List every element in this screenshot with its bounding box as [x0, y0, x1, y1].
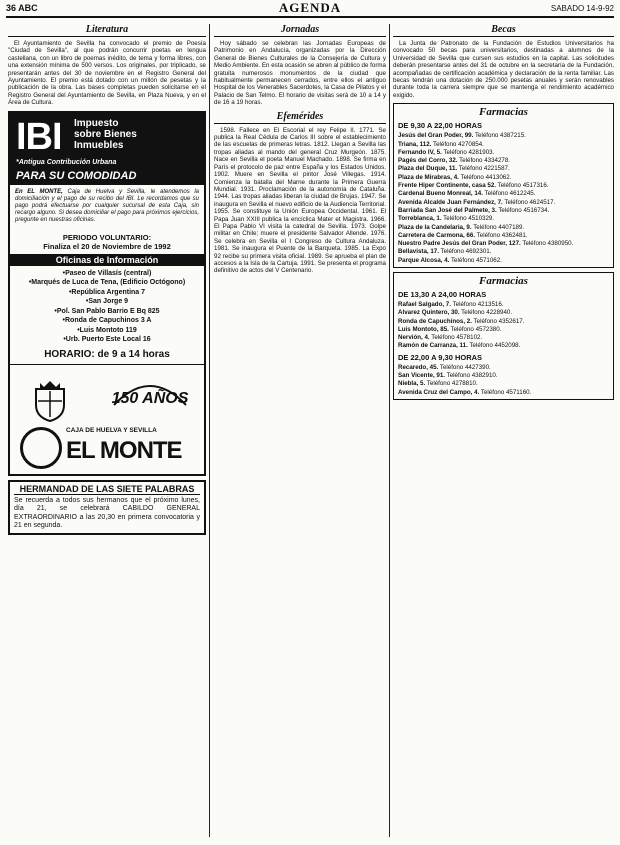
oficinas-title: Oficinas de Información [10, 254, 204, 266]
farmacia-item [398, 301, 609, 308]
farmacia-address: Avenida Alcalde Juan Fernández, 7. [398, 198, 503, 206]
farmacia-phone: Teléfono 4382910. [446, 372, 498, 380]
farmacia-address: Torreblanca, 1. [398, 215, 442, 223]
farmacia-item [398, 380, 609, 387]
ibi-advertisement [8, 111, 206, 476]
farmacia-item [398, 334, 609, 341]
farmacia-item [398, 182, 609, 189]
periodo-block [10, 233, 204, 251]
farmacia-address: Ronda de Capuchinos, 2. [398, 317, 472, 325]
farmacia-phone: Teléfono 4270854. [432, 140, 484, 148]
crest-icon [30, 379, 70, 423]
farmacia-item [398, 174, 609, 181]
farmacias-box-2 [393, 272, 614, 400]
farmacia-phone: Teléfono 4624517. [504, 198, 556, 206]
farmacia-item [398, 248, 609, 255]
farmacia-address: Alvarez Quintero, 30. [398, 309, 460, 317]
farmacia-address: Plaza de la Candelaria, 9. [398, 223, 472, 231]
ibi-subtitle: *Antigua Contribución Urbana [16, 158, 117, 166]
farmacia-phone: Teléfono 4362481. [476, 231, 528, 239]
farmacia-item [398, 326, 609, 333]
farmacia-address: Plaza de Mirabras, 4. [398, 173, 459, 181]
farmacia-item [398, 207, 609, 214]
farmacia-address: Ramón de Carranza, 11. [398, 342, 468, 350]
farmacia-phone: Teléfono 4578102. [431, 334, 483, 342]
logos-area [10, 364, 204, 474]
farmacia-address: Recaredo, 45. [398, 363, 439, 371]
farmacias-list-3 [398, 364, 609, 396]
farmacia-address: Jesús del Gran Poder, 99. [398, 132, 474, 140]
farmacia-item [398, 309, 609, 316]
column-right [393, 24, 614, 400]
farmacia-phone: Teléfono 4517316. [497, 182, 549, 190]
farmacia-address: Parque Alcosa, 4. [398, 256, 450, 264]
farmacia-item [398, 157, 609, 164]
page-header [6, 0, 614, 18]
farmacia-phone: Teléfono 4516734. [498, 206, 550, 214]
column-middle [214, 24, 386, 279]
ibi-line3: Inmuebles [74, 139, 124, 151]
farmacia-address: Cardenal Bueno Monreal, 14. [398, 190, 483, 198]
farmacia-phone: Teléfono 4427390. [439, 363, 491, 371]
ibi-body [10, 185, 204, 229]
oficina-item: •Paseo de Villasís (central) [62, 269, 152, 277]
farmacia-item [398, 199, 609, 206]
farmacia-item [398, 372, 609, 379]
periodo-title: PERIODO VOLUNTARIO: [62, 232, 152, 242]
farmacia-item [398, 342, 609, 349]
farmacia-item [398, 389, 609, 396]
oficina-item: •Ronda de Capuchinos 3 A [62, 317, 152, 325]
farmacias-list [398, 132, 609, 264]
farmacia-phone: Teléfono 4571062. [450, 256, 502, 264]
ibi-line2: sobre Bienes [74, 128, 137, 140]
farmacias-band-3: DE 22,00 A 9,30 HORAS [398, 352, 483, 362]
farmacia-address: Pagés del Corro, 32. [398, 157, 458, 165]
farmacia-item [398, 232, 609, 239]
hermandad-body: Se recuerda a todos sus hermanos que el próximo lunes, día 21, se celebrará CABILDO GENERAL EXTRAORDINARIO a las 20,30 en primera convocatoria y 21 en segunda. [14, 496, 200, 530]
farmacia-phone: Teléfono 4334278. [459, 157, 511, 165]
farmacias-list-2 [398, 301, 609, 350]
farmacia-phone: Teléfono 4571160. [480, 388, 532, 396]
farmacia-phone: Teléfono 4387215. [474, 132, 526, 140]
farmacias-title-2: Farmacias [479, 275, 528, 287]
farmacia-item [398, 165, 609, 172]
ibi-heading [74, 118, 204, 151]
farmacia-phone: Teléfono 4510329. [443, 215, 495, 223]
farmacia-phone: Teléfono 4213516. [452, 301, 504, 308]
farmacia-item [398, 364, 609, 371]
ibi-logo: IBI [16, 115, 62, 158]
efemerides-title: Efemérides [214, 111, 386, 124]
farmacia-phone: Teléfono 4221587. [458, 165, 510, 173]
farmacia-phone: Teléfono 4228940. [461, 309, 513, 317]
farmacia-item [398, 149, 609, 156]
farmacia-address: Carretera de Carmona, 66. [398, 231, 476, 239]
column-divider [209, 24, 210, 837]
farmacia-phone: Teléfono 4413062. [460, 173, 512, 181]
farmacias-band: DE 9,30 A 22,00 HORAS [398, 121, 483, 131]
farmacia-item [398, 257, 609, 264]
farmacia-phone: Teléfono 4281903. [443, 148, 495, 156]
farmacia-item [398, 141, 609, 148]
column-left [8, 24, 206, 535]
farmacia-address: San Vicente, 91. [398, 372, 446, 380]
farmacia-phone: Teléfono 4352617. [473, 317, 525, 325]
jornadas-text: Hoy sábado se celebran las Jornadas Europeas de Patrimonio en Andalucía, organizadas por la Dirección General de Bienes Culturales de la Consejería de Cultura y Medio Ambiente. En esta ocasión se abren al público de forma gratuita numerosos monumentos de la ciudad que habitualmente permanecen cerrados, entre ellos el antiguo Hospital de los Venerables Sacerdotes, la Casa de Pilatos y el Palacio de San Telmo. El horario de visitas será de 10 a 14 y de 16 a 19 horas. [214, 40, 386, 107]
farmacia-address: Bellavista, 17. [398, 248, 439, 256]
efemerides-text: 1598. Fallece en El Escorial el rey Felipe II. 1771. Se publica la Real Cédula de Carlos III sobre el establecimiento de las escuelas de primeras letras. 1812. Llegan a Sevilla las tropas aliadas al mando del general Cruz Murgeón. 1875. Nace en Sevilla el poeta Manuel Machado. 1898. Se firma en París el protocolo de paz entre España y los Estados Unidos. 1902. Muere en Sevilla el pintor José Villegas. 1914. Comienza la batalla del Marne durante la Primera Guerra Mundial. 1931. Proclamación de la autonomía de Cataluña. 1944. Las tropas aliadas liberan la ciudad de Brujas. 1947. Se inaugura en Sevilla el nuevo edificio de la Audiencia Territorial. 1955. Se constituye la Unión Europea Occidental. 1961. El Papa Juan XXIII publica la encíclica Mater et Magistra. 1966. El Papa Pablo VI visita la catedral de Sevilla. 1973. Golpe militar en Chile; muere el presidente Salvador Allende. 1976. Se celebra en Sevilla el I Congreso de Cultura Andaluza. 1981. Se inaugura el Puente de la Barqueta. 1985. La Expo 92 recibe su primera visita oficial. 1989. Se aprueba el plan de accesos a la Isla de la Cartuja. 1991. Se presenta el programa definitivo de actos del V Centenario. [214, 126, 386, 275]
farmacia-address: Nervión, 4. [398, 334, 430, 342]
oficina-item: •Luis Montoto 119 [77, 326, 137, 334]
farmacia-item [398, 132, 609, 139]
section-title: AGENDA [278, 0, 342, 15]
monte-logo-icon [20, 427, 62, 469]
farmacia-address: Plaza del Duque, 11. [398, 165, 458, 173]
jornadas-title: Jornadas [214, 24, 386, 37]
farmacia-phone: Teléfono 4452098. [469, 342, 521, 350]
farmacia-address: Frente Hiper Continente, casa 52. [398, 182, 496, 190]
ibi-body-text: Caja de Huelva y Sevilla, le atendemos la domiciliación y el pago de su recibo del IBI. Le recordamos que su pago podrá efectuarse por cualquier sucursal de esta Caja, sin recargo alguno. Si desea domiciliar el pago para próximos ejercicios, pregunte en nuestras oficinas. [15, 188, 199, 224]
farmacias-title: Farmacias [479, 106, 528, 119]
farmacia-address: Avenida Cruz del Campo, 4. [398, 388, 480, 396]
ibi-body-lead: En EL MONTE, [15, 188, 63, 195]
becas-title: Becas [393, 24, 614, 37]
oficina-item: •República Argentina 7 [68, 288, 146, 296]
elmonte-logo: EL MONTE [66, 436, 182, 464]
farmacia-item [398, 224, 609, 231]
horario: HORARIO: de 9 a 14 horas [44, 348, 170, 360]
farmacias-band-2: DE 13,30 A 24,00 HORAS [398, 290, 487, 299]
farmacia-phone: Teléfono 4407189. [473, 223, 525, 231]
farmacia-phone: Teléfono 4278810. [426, 380, 478, 388]
literatura-title: Literatura [8, 24, 206, 37]
farmacia-item [398, 215, 609, 222]
farmacia-phone: Teléfono 4380950. [522, 240, 574, 248]
hermandad-title: HERMANDAD DE LAS SIETE PALABRAS [14, 484, 200, 495]
oficina-item: •Urb. Puerto Este Local 16 [63, 336, 151, 344]
column-divider [389, 24, 390, 837]
caja-label: CAJA DE HUELVA Y SEVILLA [66, 426, 157, 434]
farmacia-address: Fernando IV, 5. [398, 148, 442, 156]
oficinas-list [10, 269, 204, 345]
hermandad-notice [8, 480, 206, 535]
emblem-text: 150 AÑOS [111, 389, 189, 407]
farmacia-item [398, 318, 609, 325]
page-date: SABADO 14-9-92 [550, 4, 614, 13]
farmacia-phone: Teléfono 4572380. [450, 325, 502, 333]
oficina-item: •Pol. San Pablo Barrio E Bq 825 [54, 307, 160, 315]
oficina-item: •San Jorge 9 [85, 298, 129, 306]
ibi-line1: Impuesto [74, 117, 119, 129]
page-number: 36 ABC [6, 3, 38, 13]
farmacia-address: Nuestro Padre Jesús del Gran Poder, 127. [398, 240, 521, 248]
farmacia-item [398, 190, 609, 197]
farmacia-phone: Teléfono 4612245. [484, 190, 536, 198]
literatura-text: El Ayuntamiento de Sevilla ha convocado el premio de Poesía "Ciudad de Sevilla", al que podrán concurrir poetas en lengua castellana, con un libro de poemas inédito, de tema y forma libres, con una extensión mínima de 500 versos. Los originales, por triplicado, se presentarán antes del 30 de noviembre en el Registro General del Ayuntamiento. El premio está dotado con un millón de pesetas y la publicación de la obra. Las bases completas pueden solicitarse en el Registro General del Ayuntamiento de Sevilla, en Plaza Nueva, y en el Área de Cultura. [8, 40, 206, 107]
periodo-date: Finaliza el 20 de Noviembre de 1992 [43, 241, 171, 251]
farmacia-address: Triana, 112. [398, 140, 432, 148]
farmacia-address: Barriada San José del Palmete, 3. [398, 206, 497, 214]
farmacia-address: Niebla, 5. [398, 380, 426, 388]
farmacia-phone: Teléfono 4692301. [440, 248, 492, 256]
anniversary-emblem-icon [110, 373, 190, 413]
ibi-slogan: PARA SU COMODIDAD [16, 169, 137, 182]
farmacia-address: Rafael Salgado, 7. [398, 301, 451, 308]
farmacias-box [393, 103, 614, 268]
farmacia-address: Luis Montoto, 85. [398, 325, 449, 333]
oficina-item: •Marqués de Luca de Tena, (Edificio Octógono) [28, 279, 186, 287]
ibi-banner [10, 113, 204, 185]
becas-text: La Junta de Patronato de la Fundación de Estudios Universitarios ha convocado 50 becas para universitarios, destinadas a alumnos de la Universidad de Sevilla que cursen sus estudios en la capital. Las solicitudes deberán presentarse antes del 31 de octubre en la secretaría de la Fundación, acompañadas de certificación académica y declaración de la renta familiar. Las becas tendrán una dotación de 250.000 pesetas anuales y serán renovables durante toda la carrera siempre que se mantenga el rendimiento académico exigido. [393, 40, 614, 99]
farmacia-item [398, 240, 609, 247]
